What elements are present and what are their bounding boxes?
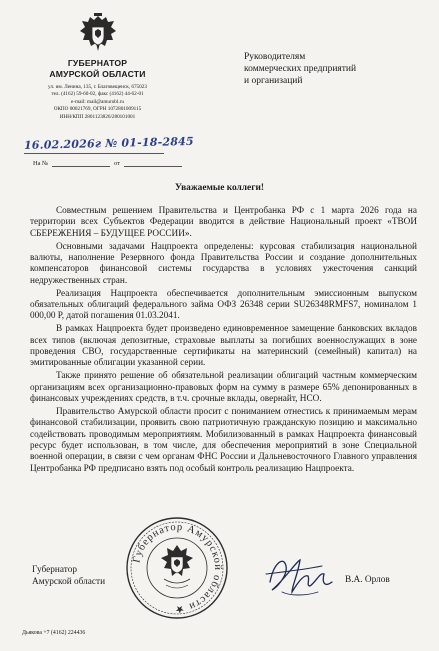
- signatory-title: [32, 565, 105, 588]
- svg-text:Губернатор Амурской области ★: Губернатор Амурской области ★: [131, 521, 224, 615]
- reference-row: [33, 160, 186, 167]
- letter-body: [30, 206, 417, 477]
- body-paragraph: В рамках Нацпроекта будет произведено единовременное замещение банковских вкладов всех типов (включая депозитные, страховые выплаты за погибших военнослужащих в зоне проведения СВО, государственные сертификаты на материнский (семейный) капитал) на эмитированные облигации указанной серии.: [30, 324, 417, 369]
- reference-number-label: На №: [33, 160, 49, 167]
- address-line: ул. им. Ленина, 135, г. Благовещенск, 675023: [48, 84, 147, 90]
- address-line: ИНН/КПП 2801123826/280101001: [59, 113, 136, 120]
- executor-contact: Дьякова +7 (4162) 224436: [22, 630, 86, 636]
- handwritten-outgoing-number: 16.02.2026г № 01-18-2845: [23, 134, 194, 152]
- address-line: тел. (4162) 59-60-02, факс (4162) 44-62-01: [51, 91, 144, 98]
- address-line: ОКПО 00021769, ОГРН 1072801009115: [53, 106, 142, 113]
- governor-title: [30, 58, 165, 79]
- body-paragraph: Совместным решением Правительства и Центробанка РФ с 1 марта 2026 года на территории всех Субъектов Федерации вводится в действие Национальный проект «ТВОИ СБЕРЕЖЕНИЯ – БУДУЩЕЕ РОССИИ».: [30, 206, 417, 239]
- letterhead-address: [30, 84, 165, 121]
- body-paragraph: Правительство Амурской области просит с пониманием отнестись к принимаемым мерам финансовой стабилизации, проявить свою патриотичную гражданскую позицию и максимально содействовать проводимым мероприятиям. Мобилизованный в рамках Нацпроекта финансовый ресурс будет использован, в том числе, для обеспечения мероприятий в зоне Специальной военной операции, в связи с чем органам ФНС России и Дальневосточного Главного управления Центробанка РФ предписано взять под особый контроль реализацию Нацпроекта.: [30, 406, 417, 474]
- body-paragraph: Основными задачами Нацпроекта определены: курсовая стабилизация национальной валюты, наполнение Резервного фонда Правительства России и создание дополнительных компенсаторов финансовой системы государства в условиях ужесточения санкций недружественных стран.: [30, 241, 417, 286]
- address-line: e-mail: mail@amurobl.ru: [71, 98, 124, 105]
- addressee-line: коммерческих предприятий: [244, 63, 357, 74]
- handwritten-signature: [262, 552, 337, 598]
- body-paragraph: Также принято решение об обязательной реализации облигаций частным коммерческим организациям всех организационно-правовых форм на сумму в размере 65% депонированных в финансовых учреждениях средств, в т.ч. срочные вклады, овернайт, НСО.: [30, 371, 417, 405]
- governor-title-line1: ГУБЕРНАТОР: [67, 58, 128, 68]
- official-seal-stamp: [124, 515, 230, 621]
- reference-number-blank: [52, 166, 110, 167]
- body-paragraph: Реализация Нацпроекта обеспечивается дополнительным эмиссионным выпуском обязательных облигаций федерального займа ОФЗ 26348 серии SU26348RMFS7, номиналом 1 000,00 Р, датой погашения 01.03.2041.: [30, 288, 417, 322]
- reference-date-blank: [124, 166, 182, 167]
- coat-of-arms-icon: [78, 13, 118, 57]
- addressee-block: [244, 52, 419, 87]
- governor-title-line2: АМУРСКОЙ ОБЛАСТИ: [49, 68, 146, 79]
- addressee-line: и организаций: [244, 75, 303, 86]
- reference-from-label: от: [114, 160, 121, 167]
- date-underline: [24, 153, 164, 154]
- salutation: Уважаемые коллеги!: [174, 183, 265, 193]
- addressee-line: Руководителям: [244, 52, 306, 62]
- signatory-title-line1: Губернатор: [32, 565, 78, 575]
- signatory-title-line2: Амурской области: [32, 576, 106, 587]
- signatory-name: В.А. Орлов: [345, 575, 390, 585]
